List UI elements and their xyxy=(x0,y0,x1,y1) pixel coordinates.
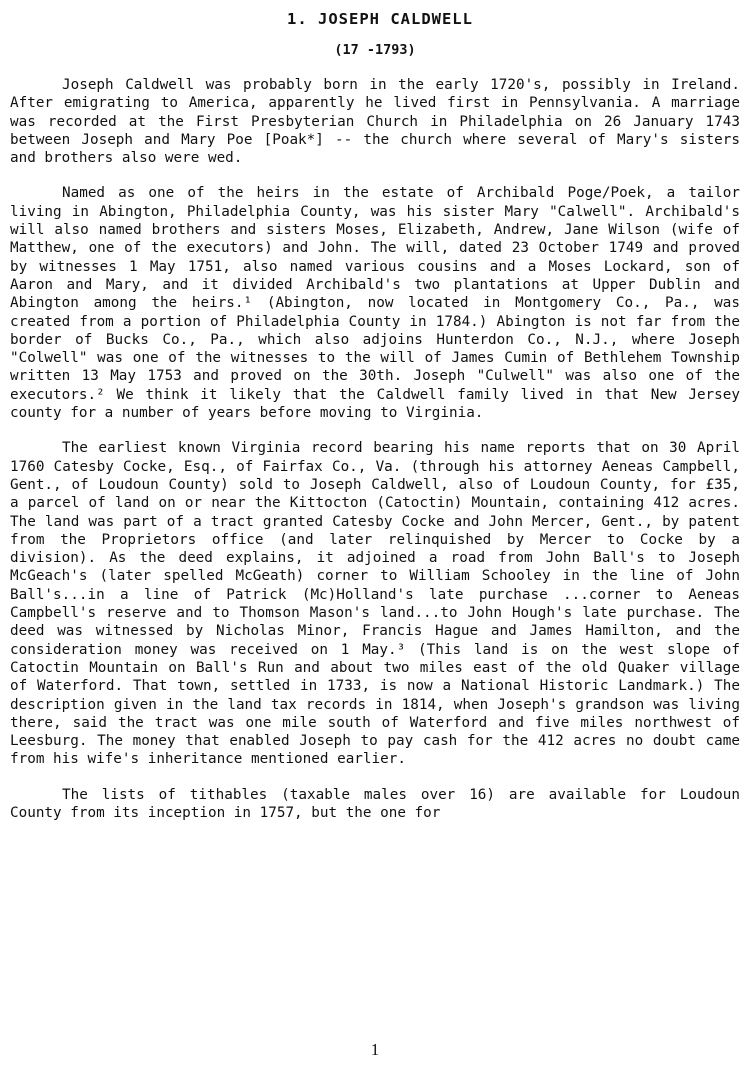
paragraph-text: Named as one of the heirs in the estate of Archibald Poge/Poek, a tailor living in Abington, Philadelphia County, was his sister Mary "Calwell". Archibald's will also named brothers and sisters Moses, Elizabeth, Andrew, Jane Wilson (wife of Matthew, one of the executors) and John. The will, dated 23 October 1749 and proved by witnesses 1 May 1751, also named various cousins and a Moses Lockard, son of Aaron and Mary, and it divided Archibald's two plantations at Upper Dublin and Abington among the heirs.¹ (Abington, now located in Montgomery Co., Pa., was created from a portion of Philadelphia County in 1784.) Abington is not far from the border of Bucks Co., Pa., which also adjoins Hunterdon Co., N.J., where Joseph "Colwell" was one of the witnesses to the will of James Cumin of Bethlehem Township written 13 May 1753 and proved on the 30th. Joseph "Culwell" was also one of the executors.² We think it likely that the Caldwell family lived in that New Jersey county for a number of years before moving to Virginia. xyxy=(10,185,740,422)
page-number: 1 xyxy=(370,1040,380,1059)
document-page xyxy=(10,8,740,839)
paragraph-tithables xyxy=(10,786,740,823)
life-dates: (17 -1793) xyxy=(334,42,416,58)
paragraph-estate-heirs xyxy=(10,184,740,422)
paragraph-text: The earliest known Virginia record bearing his name reports that on 30 April 1760 Catesby Cocke, Esq., of Fairfax Co., Va. (through his attorney Aeneas Campbell, Gent., of Loudoun County) sold to Joseph Caldwell, also of Loudoun County, for £35, a parcel of land on or near the Kittocton (Catoctin) Mountain, containing 412 acres. The land was part of a tract granted Catesby Cocke and John Mercer, Gent., by patent from the Proprietors office (and later relinquished by Mercer to Cocke by a division). As the deed explains, it adjoined a road from John Ball's to Joseph McGeach's (later spelled McGeath) corner to William Schooley in the line of John Ball's...in a line of Patrick (Mc)Holland's late purchase ...corner to Aeneas Campbell's reserve and to Thomson Mason's land...to John Hough's late purchase. The deed was witnessed by Nicholas Minor, Francis Hague and James Hamilton, and the consideration money was received on 1 May.³ (This land is on the west slope of Catoctin Mountain on Ball's Run and about two miles east of the old Quaker village of Waterford. That town, settled in 1733, is now a National Historic Landmark.) The description given in the land tax records in 1814, when Joseph's grandson was living there, said the tract was one mile south of Waterford and five miles northwest of Leesburg. The money that enabled Joseph to pay cash for the 412 acres no doubt came from his wife's inheritance mentioned earlier. xyxy=(10,440,740,768)
paragraph-text: Joseph Caldwell was probably born in the early 1720's, possibly in Ireland. After emigrating to America, apparently he lived first in Pennsylvania. A marriage was recorded at the First Presbyterian Church in Philadelphia on 26 January 1743 between Joseph and Mary Poe [Poak*] -- the church where several of Mary's sisters and brothers also were wed. xyxy=(10,77,740,167)
paragraph-birth-marriage xyxy=(10,76,740,167)
paragraph-virginia-land xyxy=(10,439,740,768)
paragraph-text: The lists of tithables (taxable males over 16) are available for Loudoun County from its inception in 1757, but the one for xyxy=(10,786,740,821)
page-title: 1. JOSEPH CALDWELL xyxy=(287,10,473,28)
